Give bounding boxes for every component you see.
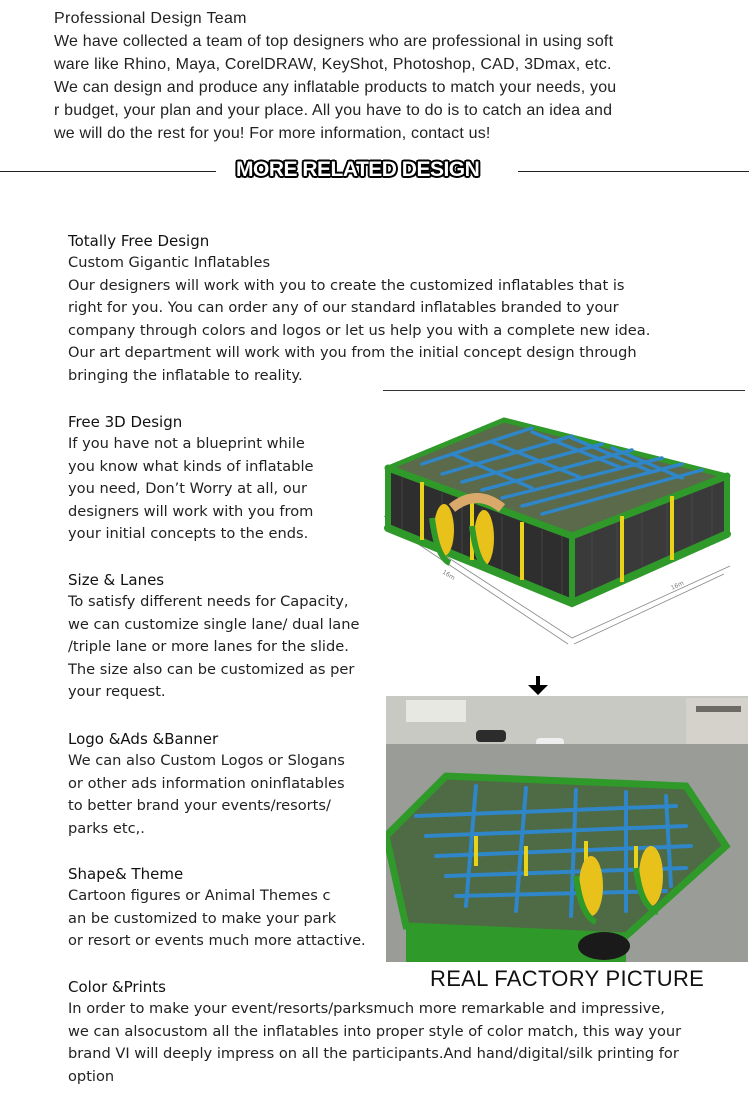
section-line: If you have not a blueprint while (68, 435, 305, 452)
intro-line: ware like Rhino, Maya, CorelDRAW, KeyShot, Photoshop, CAD, 3Dmax, etc. (54, 56, 612, 73)
arrow-down-icon (526, 676, 550, 696)
section-line: we can alsocustom all the inflatables into proper style of color match, this way your (68, 1022, 682, 1040)
section-title: Logo &Ads &Banner (68, 730, 219, 748)
section-line: company through colors and logos or let us help you with a complete new idea. (68, 321, 651, 339)
section-line: option (68, 1067, 115, 1085)
section-line: parks etc,. (68, 819, 145, 837)
section-line: we can customize single lane/ dual lane (68, 615, 360, 633)
section-line: your initial concepts to the ends. (68, 525, 309, 543)
rule-line (383, 390, 745, 391)
section-line: designers will work with you from (68, 502, 314, 520)
section-line: To satisfy different needs for Capacity, (68, 593, 349, 610)
intro-line: We have collected a team of top designers who are professional in using soft (54, 33, 614, 50)
section-title: Shape& Theme (68, 865, 184, 883)
intro-line: We can design and produce any inflatable products to match your needs, you (54, 79, 617, 96)
section-free-design (68, 230, 708, 388)
section-line: Custom Gigantic Inflatables (68, 254, 271, 271)
section-title: Free 3D Design (68, 413, 183, 431)
section-line: your request. (68, 683, 166, 701)
section-logo-ads (68, 728, 373, 840)
section-line: /triple lane or more lanes for the slide. (68, 638, 349, 656)
intro-line: r budget, your plan and your place. All you have to do is to catch an idea and (54, 102, 613, 119)
dim-label-b: 16m (669, 579, 686, 592)
rolled-tire (578, 932, 630, 960)
section-line: We can also Custom Logos or Slogans (68, 752, 345, 769)
banner-divider-right (518, 171, 749, 172)
section-title: Color &Prints (68, 978, 166, 996)
section-line: The size also can be customized as per (68, 660, 355, 678)
section-line: Cartoon figures or Animal Themes c (68, 887, 331, 904)
intro-block (54, 8, 674, 145)
section-size-lanes (68, 569, 373, 704)
section-line: or other ads information oninflatables (68, 774, 345, 792)
section-line: brand VI will deeply impress on all the participants.And hand/digital/silk printing for (68, 1045, 679, 1063)
section-shape-theme (68, 863, 383, 953)
photo-caption: REAL FACTORY PICTURE (430, 966, 705, 991)
factory-photo (386, 696, 748, 962)
section-line: Our designers will work with you to create the customized inflatables that is (68, 276, 625, 294)
section-line: to better brand your events/resorts/ (68, 797, 331, 815)
banner-divider-left (0, 171, 216, 172)
section-color-prints (68, 976, 748, 1088)
section-line: an be customized to make your park (68, 909, 337, 927)
section-line: or resort or events much more attactive. (68, 932, 366, 950)
section-line: In order to make your event/resorts/parksmuch more remarkable and impressive, (68, 1000, 665, 1017)
section-title: Totally Free Design (68, 232, 210, 250)
intro-heading: Professional Design Team (54, 10, 247, 27)
section-line: you know what kinds of inflatable (68, 457, 314, 475)
dim-label-a: 16m (440, 568, 457, 582)
section-line: right for you. You can order any of our standard inflatables branded to your (68, 299, 619, 317)
intro-line: we will do the rest for you! For more information, contact us! (54, 125, 491, 142)
section-line: bringing the inflatable to reality. (68, 366, 303, 384)
section-title: Size & Lanes (68, 571, 165, 589)
section-line: Our art department will work with you from the initial concept design through (68, 344, 637, 362)
section-line: you need, Don’t Worry at all, our (68, 480, 307, 498)
maze-3d-render (382, 398, 748, 666)
section-banner: MORE RELATED DESIGN (236, 158, 480, 181)
section-3d-design (68, 411, 368, 546)
